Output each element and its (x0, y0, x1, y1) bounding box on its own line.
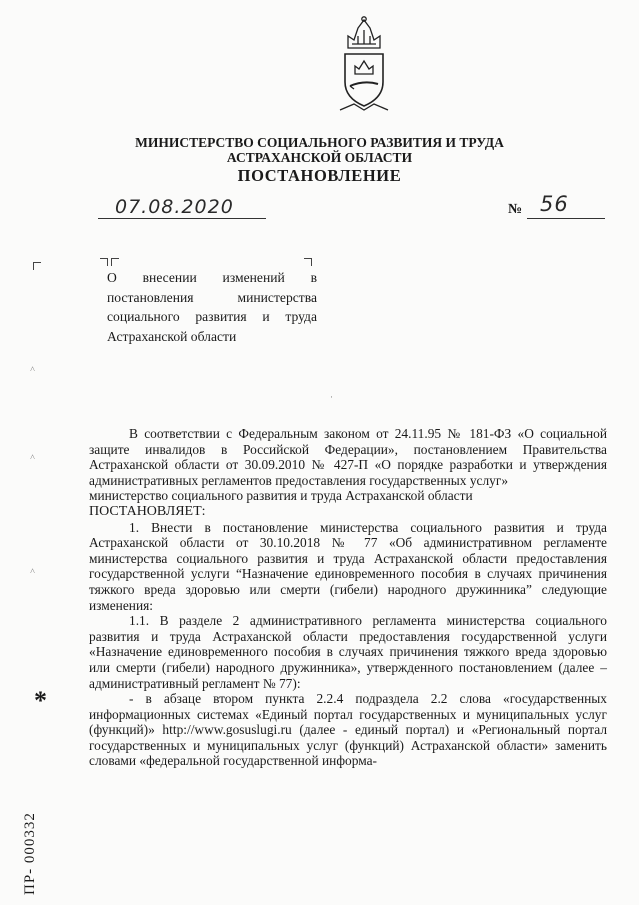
date-underline (98, 218, 266, 219)
registration-code-vertical: ПР- 000332 (22, 812, 38, 895)
subject-corner-right (304, 258, 312, 266)
number-label: № (508, 202, 523, 217)
preamble-paragraph: В соответствии с Федеральным законом от 24.11.95 № 181-ФЗ «О социальной защите инвалидов в Российской Федерации», постановлением Правительства Астраханской области от 30.09.2010 № 427-П «О порядке разработки и утверждения административных регламентов предоставления государственных услуг» (89, 426, 607, 488)
scan-speck: ˄ (30, 452, 36, 462)
subject-corner-left-a (100, 258, 108, 266)
scan-speck: ˄ (30, 364, 36, 374)
authority-line: министерство социального развития и труда Астраханской области (89, 488, 473, 504)
item-1-paragraph: 1. Внести в постановление министерства социального развития и труда Астраханской области от 30.10.2018 № 77 «Об административном регламенте министерства социального развития и труда Астраханской области предоставления государственной услуги “Назначение единовременного пособия в случаях причинения тяжкого вреда здоровью или смерти (гибели) народного дружинника” следующие изменения: (89, 519, 607, 613)
document-type-title: ПОСТАНОВЛЕНИЕ (237, 166, 402, 185)
document-date: 07.08.2020 (115, 196, 234, 218)
number-underline (527, 218, 605, 219)
item-1-1-paragraph: 1.1. В разделе 2 административного регламента министерства социального развития и труда Астраханской области предоставления государственной услуги «Назначение единовременного пособия в случаях причинения тяжкого вреда здоровью или смерти (гибели) народного дружинника», утвержденного постановлением (далее – административный регламент № 77): (89, 613, 607, 691)
scan-speck: ˄ (30, 566, 36, 576)
coat-of-arms-emblem (336, 14, 392, 116)
margin-asterisk: * (34, 686, 47, 715)
left-corner-mark (33, 262, 41, 270)
resolves-line: ПОСТАНОВЛЯЕТ: (89, 503, 206, 519)
document-body (89, 426, 607, 769)
subject-corner-left-b (111, 258, 119, 266)
item-1-1-a-paragraph: - в абзаце втором пункта 2.2.4 подраздела 2.2 слова «государственных информационных системах «Единый портал государственных и муниципальных услуг (функций)» http://www.gosuslugi.ru (далее - единый портал) и «Региональный портал государственных и муниципальных услуг (функций) Астраханской области» заменить словами «федеральной государственной информа- (89, 691, 607, 769)
scan-speck: · (330, 392, 333, 402)
document-subject: О внесении изменений в постановления министерства социального развития и труда Астраханской области (107, 270, 317, 344)
org-name-line2: АСТРАХАНСКОЙ ОБЛАСТИ (226, 150, 413, 165)
org-name-line1: МИНИСТЕРСТВО СОЦИАЛЬНОГО РАЗВИТИЯ И ТРУДА (135, 135, 504, 150)
document-number: 56 (540, 192, 569, 216)
